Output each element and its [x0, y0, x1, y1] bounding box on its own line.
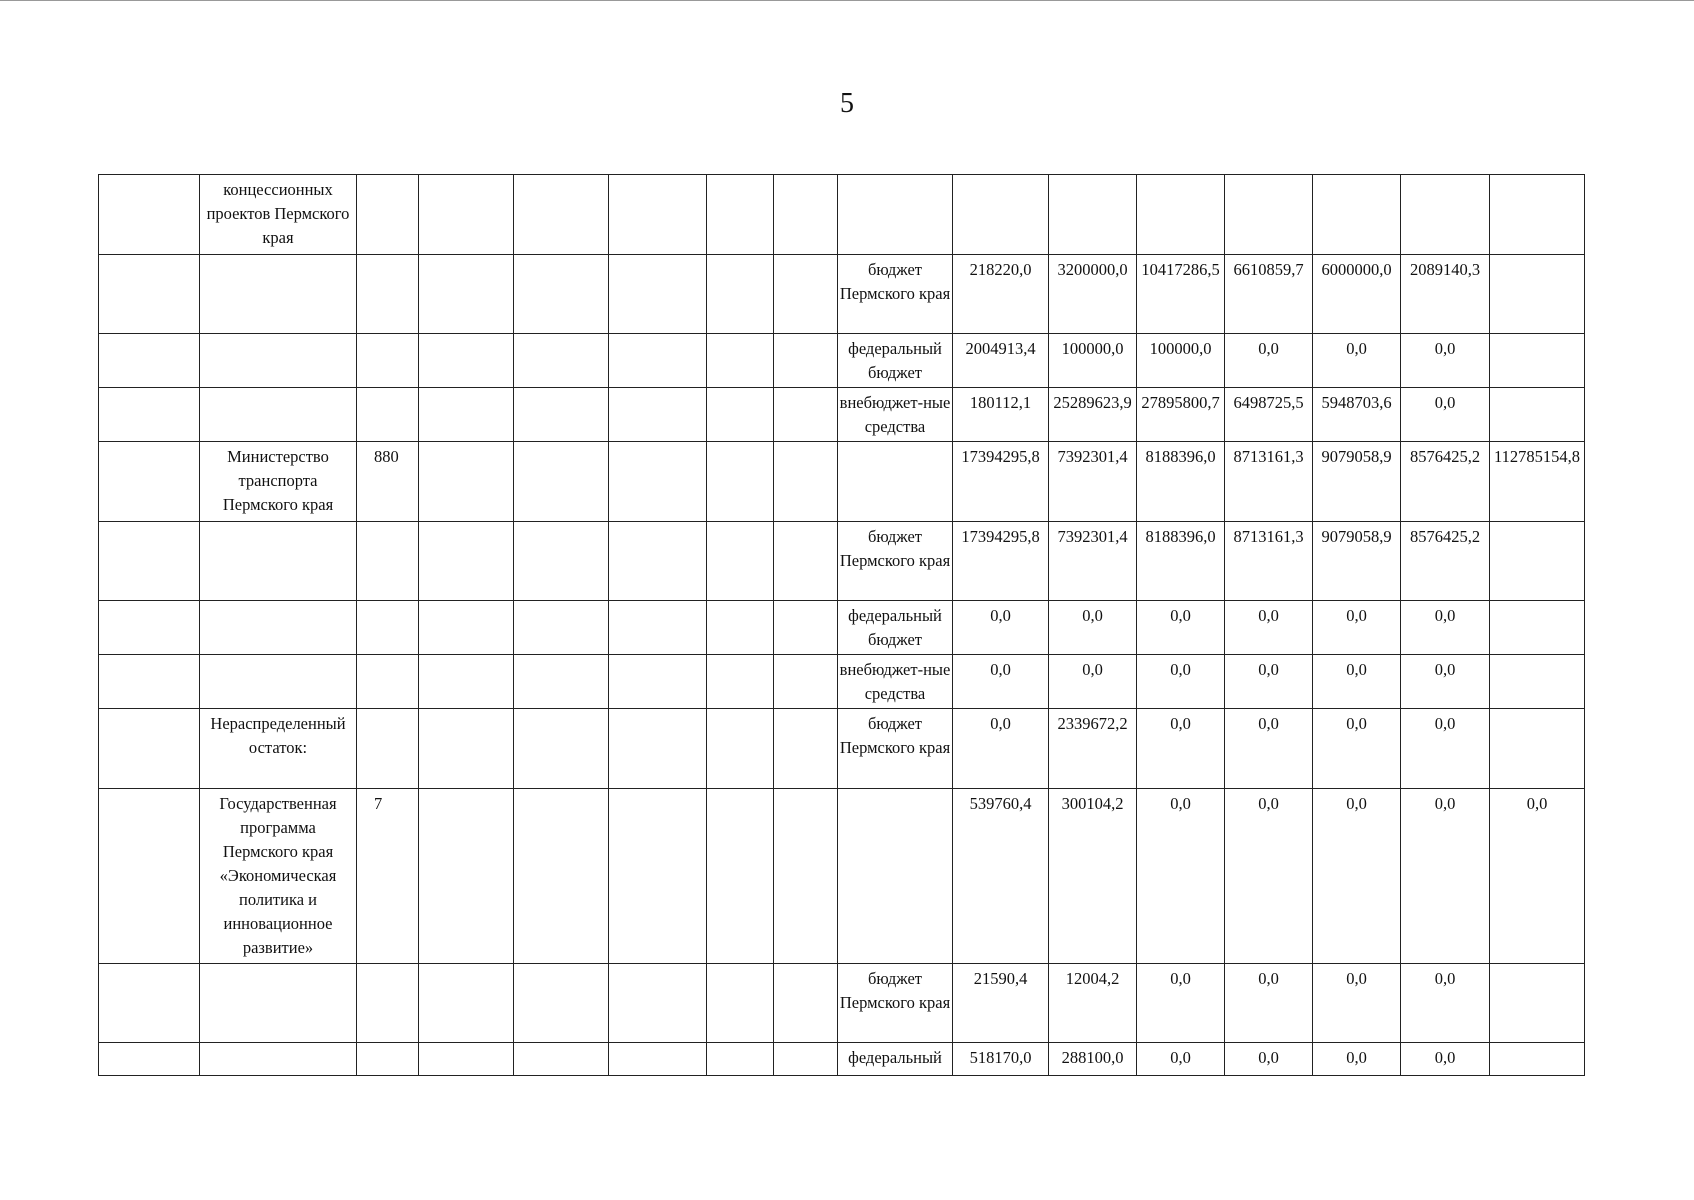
cell-blank	[707, 1043, 774, 1076]
cell-blank	[707, 442, 774, 522]
cell-value: 2339672,2	[1049, 709, 1137, 789]
cell-value	[1490, 388, 1585, 442]
cell-funding-source	[838, 789, 953, 964]
cell-blank	[707, 655, 774, 709]
cell-value: 8188396,0	[1137, 442, 1225, 522]
cell-blank	[419, 709, 514, 789]
cell-blank	[707, 255, 774, 334]
cell-name: Нераспределенный остаток:	[200, 709, 357, 789]
cell-blank	[514, 601, 609, 655]
cell-value: 0,0	[1137, 655, 1225, 709]
cell-value: 180112,1	[953, 388, 1049, 442]
cell-value: 0,0	[1401, 709, 1490, 789]
cell-funding-source: бюджет Пермского края	[838, 964, 953, 1043]
cell-funding-source: бюджет Пермского края	[838, 522, 953, 601]
cell-blank	[419, 655, 514, 709]
cell-value: 300104,2	[1049, 789, 1137, 964]
cell-blank	[707, 964, 774, 1043]
cell-value: 0,0	[953, 655, 1049, 709]
cell-value	[1401, 175, 1490, 255]
cell-value: 0,0	[1137, 709, 1225, 789]
cell-code	[357, 709, 419, 789]
cell-value: 3200000,0	[1049, 255, 1137, 334]
cell-value	[1490, 709, 1585, 789]
cell-value: 0,0	[953, 709, 1049, 789]
cell-value	[1490, 255, 1585, 334]
table-row	[99, 789, 1585, 964]
cell-funding-source: внебюджет-ные средства	[838, 655, 953, 709]
cell-blank	[514, 789, 609, 964]
cell-blank	[707, 522, 774, 601]
cell-value: 518170,0	[953, 1043, 1049, 1076]
cell-value: 0,0	[1225, 709, 1313, 789]
cell-funding-source: внебюджет-ные средства	[838, 388, 953, 442]
cell-value: 17394295,8	[953, 522, 1049, 601]
table-row	[99, 175, 1585, 255]
cell-blank	[514, 334, 609, 388]
scan-top-edge	[0, 0, 1694, 1]
cell-value: 10417286,5	[1137, 255, 1225, 334]
cell-blank	[99, 442, 200, 522]
cell-value	[953, 175, 1049, 255]
cell-value: 539760,4	[953, 789, 1049, 964]
cell-blank	[419, 442, 514, 522]
cell-value	[1490, 601, 1585, 655]
cell-blank	[774, 964, 838, 1043]
cell-code	[357, 964, 419, 1043]
cell-blank	[514, 1043, 609, 1076]
cell-code	[357, 1043, 419, 1076]
cell-blank	[609, 601, 707, 655]
cell-value: 112785154,8	[1490, 442, 1585, 522]
cell-value: 0,0	[1401, 964, 1490, 1043]
table-row	[99, 255, 1585, 334]
cell-blank	[99, 255, 200, 334]
cell-value: 6610859,7	[1225, 255, 1313, 334]
table-row	[99, 1043, 1585, 1076]
cell-blank	[419, 255, 514, 334]
cell-funding-source: бюджет Пермского края	[838, 709, 953, 789]
cell-blank	[419, 334, 514, 388]
cell-value	[1225, 175, 1313, 255]
cell-name	[200, 388, 357, 442]
table-row	[99, 388, 1585, 442]
cell-value: 0,0	[1137, 964, 1225, 1043]
cell-value	[1490, 655, 1585, 709]
table-row	[99, 964, 1585, 1043]
cell-blank	[774, 789, 838, 964]
cell-blank	[514, 709, 609, 789]
cell-funding-source: бюджет Пермского края	[838, 255, 953, 334]
cell-value: 6000000,0	[1313, 255, 1401, 334]
cell-blank	[609, 709, 707, 789]
cell-blank	[609, 334, 707, 388]
cell-blank	[774, 709, 838, 789]
cell-code	[357, 334, 419, 388]
cell-blank	[419, 601, 514, 655]
cell-blank	[609, 655, 707, 709]
cell-value	[1490, 522, 1585, 601]
cell-value: 100000,0	[1049, 334, 1137, 388]
cell-blank	[99, 175, 200, 255]
cell-code: 880	[357, 442, 419, 522]
cell-value: 0,0	[1225, 789, 1313, 964]
cell-blank	[419, 1043, 514, 1076]
cell-value: 0,0	[1401, 1043, 1490, 1076]
cell-value: 0,0	[1137, 601, 1225, 655]
cell-value: 0,0	[1225, 334, 1313, 388]
cell-blank	[707, 175, 774, 255]
cell-blank	[99, 1043, 200, 1076]
table-row	[99, 709, 1585, 789]
cell-value: 0,0	[1225, 1043, 1313, 1076]
cell-value: 9079058,9	[1313, 522, 1401, 601]
cell-blank	[514, 175, 609, 255]
cell-blank	[609, 255, 707, 334]
cell-value: 2089140,3	[1401, 255, 1490, 334]
cell-value: 0,0	[1225, 655, 1313, 709]
table-row	[99, 522, 1585, 601]
cell-value: 0,0	[1313, 789, 1401, 964]
cell-blank	[707, 601, 774, 655]
cell-value	[1490, 1043, 1585, 1076]
cell-value: 17394295,8	[953, 442, 1049, 522]
cell-value: 0,0	[1313, 964, 1401, 1043]
cell-name	[200, 964, 357, 1043]
cell-value: 6498725,5	[1225, 388, 1313, 442]
budget-table	[98, 174, 1585, 1076]
cell-value: 0,0	[1049, 655, 1137, 709]
cell-value	[1313, 175, 1401, 255]
cell-blank	[419, 964, 514, 1043]
cell-blank	[99, 522, 200, 601]
cell-funding-source: федеральный	[838, 1043, 953, 1076]
cell-funding-source: федеральный бюджет	[838, 334, 953, 388]
cell-blank	[419, 388, 514, 442]
cell-blank	[774, 1043, 838, 1076]
cell-value: 0,0	[1313, 1043, 1401, 1076]
page-number: 5	[840, 88, 854, 119]
cell-value: 0,0	[1225, 964, 1313, 1043]
cell-blank	[774, 388, 838, 442]
cell-value: 0,0	[1401, 388, 1490, 442]
cell-blank	[609, 175, 707, 255]
cell-value: 0,0	[1313, 709, 1401, 789]
cell-value	[1490, 334, 1585, 388]
cell-code: 7	[357, 789, 419, 964]
cell-blank	[774, 601, 838, 655]
cell-value: 100000,0	[1137, 334, 1225, 388]
cell-blank	[774, 442, 838, 522]
cell-funding-source: федеральный бюджет	[838, 601, 953, 655]
cell-value: 0,0	[1313, 334, 1401, 388]
cell-blank	[609, 522, 707, 601]
cell-blank	[514, 522, 609, 601]
cell-value: 0,0	[1137, 789, 1225, 964]
cell-value: 5948703,6	[1313, 388, 1401, 442]
cell-code	[357, 655, 419, 709]
cell-blank	[514, 255, 609, 334]
cell-funding-source	[838, 442, 953, 522]
cell-blank	[514, 442, 609, 522]
cell-value: 288100,0	[1049, 1043, 1137, 1076]
cell-blank	[99, 789, 200, 964]
cell-value: 8188396,0	[1137, 522, 1225, 601]
cell-blank	[609, 388, 707, 442]
cell-code	[357, 522, 419, 601]
cell-blank	[99, 601, 200, 655]
cell-value: 0,0	[953, 601, 1049, 655]
cell-name: Министерство транспорта Пермского края	[200, 442, 357, 522]
cell-blank	[609, 789, 707, 964]
cell-blank	[419, 175, 514, 255]
cell-value: 7392301,4	[1049, 522, 1137, 601]
cell-blank	[774, 522, 838, 601]
cell-value: 8713161,3	[1225, 442, 1313, 522]
cell-value: 0,0	[1490, 789, 1585, 964]
cell-blank	[774, 255, 838, 334]
cell-value: 0,0	[1313, 601, 1401, 655]
cell-blank	[774, 175, 838, 255]
cell-blank	[514, 964, 609, 1043]
cell-blank	[99, 334, 200, 388]
cell-code	[357, 601, 419, 655]
cell-value: 2004913,4	[953, 334, 1049, 388]
table-row	[99, 601, 1585, 655]
cell-code	[357, 388, 419, 442]
cell-blank	[609, 964, 707, 1043]
cell-value: 7392301,4	[1049, 442, 1137, 522]
cell-blank	[99, 655, 200, 709]
cell-name: Государственная программа Пермского края «Экономическая политика и инновационное развитие»	[200, 789, 357, 964]
cell-value: 0,0	[1401, 334, 1490, 388]
cell-name	[200, 522, 357, 601]
cell-name	[200, 334, 357, 388]
cell-name	[200, 601, 357, 655]
cell-blank	[707, 334, 774, 388]
cell-blank	[609, 1043, 707, 1076]
cell-code	[357, 255, 419, 334]
cell-blank	[514, 655, 609, 709]
cell-code	[357, 175, 419, 255]
table-row	[99, 442, 1585, 522]
cell-name	[200, 255, 357, 334]
cell-value: 8576425,2	[1401, 442, 1490, 522]
cell-blank	[774, 655, 838, 709]
cell-value: 0,0	[1225, 601, 1313, 655]
cell-value: 9079058,9	[1313, 442, 1401, 522]
cell-blank	[99, 709, 200, 789]
cell-value: 27895800,7	[1137, 388, 1225, 442]
cell-blank	[707, 388, 774, 442]
cell-value: 0,0	[1313, 655, 1401, 709]
cell-value	[1049, 175, 1137, 255]
cell-value	[1137, 175, 1225, 255]
cell-name	[200, 655, 357, 709]
cell-blank	[609, 442, 707, 522]
cell-blank	[707, 709, 774, 789]
table-body	[99, 175, 1585, 1076]
table-row	[99, 334, 1585, 388]
cell-name: концессионных проектов Пермского края	[200, 175, 357, 255]
cell-blank	[774, 334, 838, 388]
cell-value: 218220,0	[953, 255, 1049, 334]
cell-blank	[419, 789, 514, 964]
cell-value: 0,0	[1401, 655, 1490, 709]
cell-value: 12004,2	[1049, 964, 1137, 1043]
cell-value: 0,0	[1401, 789, 1490, 964]
table-row	[99, 655, 1585, 709]
cell-value: 8713161,3	[1225, 522, 1313, 601]
cell-name	[200, 1043, 357, 1076]
cell-blank	[707, 789, 774, 964]
cell-value	[1490, 175, 1585, 255]
cell-blank	[99, 388, 200, 442]
cell-value	[1490, 964, 1585, 1043]
cell-value: 21590,4	[953, 964, 1049, 1043]
cell-value: 25289623,9	[1049, 388, 1137, 442]
cell-value: 0,0	[1137, 1043, 1225, 1076]
cell-funding-source	[838, 175, 953, 255]
cell-value: 0,0	[1049, 601, 1137, 655]
cell-value: 0,0	[1401, 601, 1490, 655]
cell-blank	[514, 388, 609, 442]
cell-blank	[99, 964, 200, 1043]
cell-value: 8576425,2	[1401, 522, 1490, 601]
cell-blank	[419, 522, 514, 601]
